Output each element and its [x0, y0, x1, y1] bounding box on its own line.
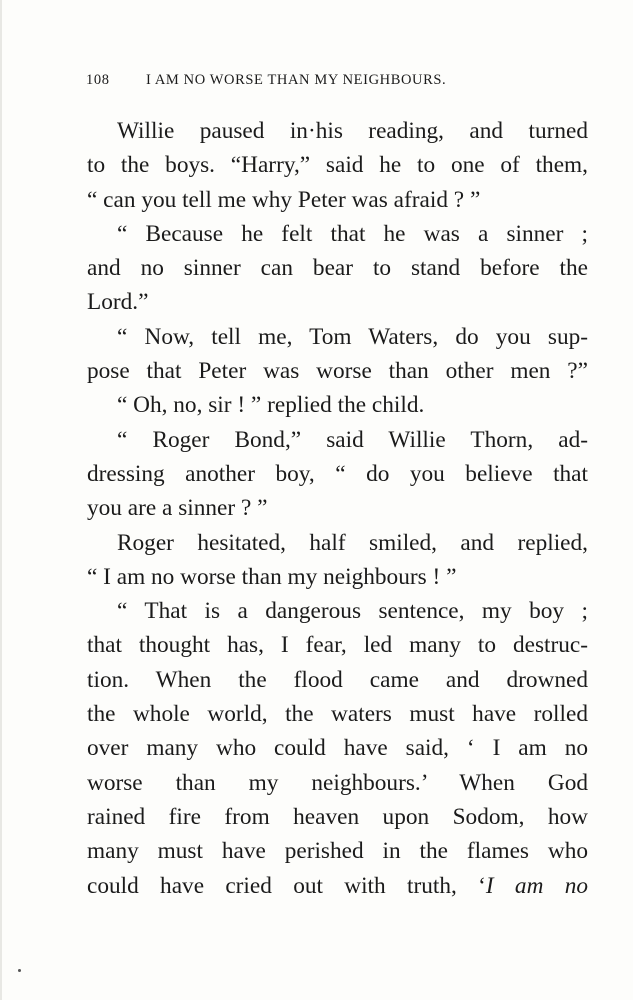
text-line-italic: I am no — [485, 872, 588, 899]
text-line: “ That is a dangerous sentence, my boy ; — [117, 598, 588, 625]
text-line: many must have perished in the flames who — [87, 838, 588, 865]
text-line: tion. When the flood came and drowned — [87, 666, 588, 693]
body-text — [87, 116, 588, 905]
paper-speck — [18, 969, 21, 972]
text-line: “ I am no worse than my neighbours ! ” — [87, 563, 457, 590]
text-line-roman: could have cried out with truth, ‘ — [87, 872, 486, 899]
running-head: I AM NO WORSE THAN MY NEIGHBOURS. — [146, 72, 447, 88]
text-line: “ Oh, no, sir ! ” replied the child. — [117, 392, 425, 419]
text-line: “ can you tell me why Peter was afraid ? ” — [87, 186, 481, 213]
page-number: 108 — [86, 72, 110, 88]
text-line-last — [87, 871, 588, 905]
text-line: “ Because he felt that he was a sinner ; — [117, 220, 588, 247]
text-line: rained fire from heaven upon Sodom, how — [87, 803, 588, 830]
text-line: Roger hesitated, half smiled, and replied, — [117, 529, 588, 556]
text-line: Lord.” — [87, 289, 149, 316]
text-line: worse than my neighbours.’ When God — [87, 769, 588, 796]
text-line: you are a sinner ? ” — [87, 495, 268, 522]
text-line: the whole world, the waters must have rolled — [87, 701, 588, 728]
text-line: that thought has, I fear, led many to destruc- — [87, 632, 588, 659]
text-line: over many who could have said, ‘ I am no — [87, 735, 588, 762]
page-header — [86, 72, 546, 94]
text-line: pose that Peter was worse than other men ?” — [87, 358, 588, 385]
text-line: “ Roger Bond,” said Willie Thorn, ad- — [117, 426, 588, 453]
page-edge — [0, 0, 2, 1000]
text-line: and no sinner can bear to stand before the — [87, 255, 588, 282]
text-line: to the boys. “Harry,” said he to one of them, — [87, 152, 588, 179]
text-line: Willie paused in·his reading, and turned — [117, 118, 588, 144]
text-line: dressing another boy, “ do you believe that — [87, 460, 588, 487]
text-line: “ Now, tell me, Tom Waters, do you sup- — [117, 323, 588, 350]
